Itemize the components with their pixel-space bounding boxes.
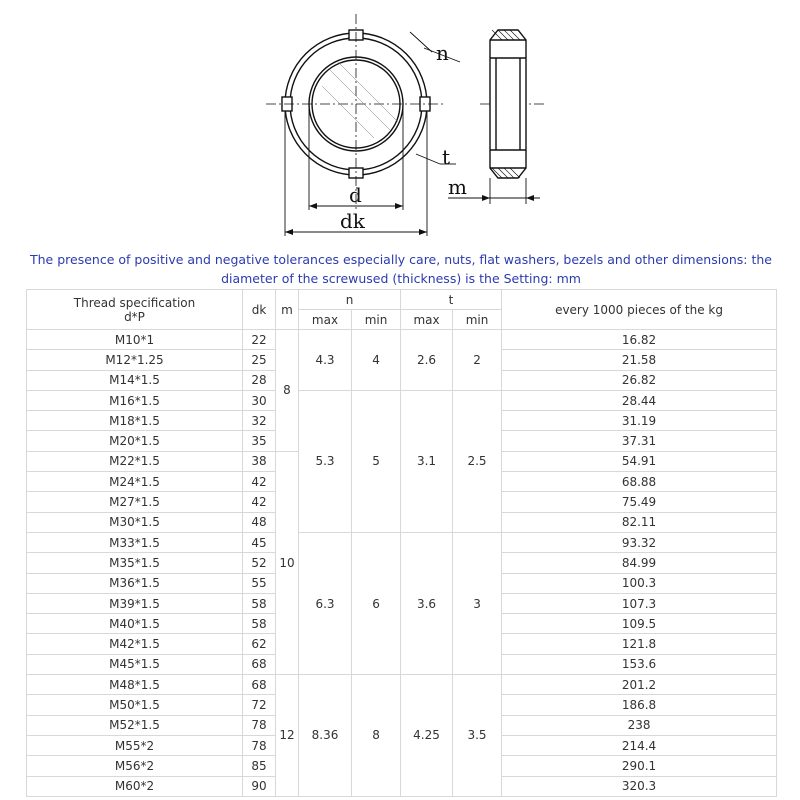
t-max-cell: 4.25 xyxy=(401,675,453,797)
dk-cell: 42 xyxy=(243,472,276,492)
n-min-cell: 4 xyxy=(352,330,401,391)
dk-cell: 68 xyxy=(243,675,276,695)
weight-cell: 26.82 xyxy=(502,370,777,390)
thread-spec-cell: M33*1.5 xyxy=(27,532,243,552)
table-row xyxy=(27,675,777,695)
thread-spec-cell: M16*1.5 xyxy=(27,390,243,410)
label-m: m xyxy=(448,175,467,199)
side-view xyxy=(490,30,526,178)
t-max-cell: 3.1 xyxy=(401,390,453,532)
header-t: t xyxy=(401,290,502,310)
n-min-cell: 8 xyxy=(352,675,401,797)
thread-spec-cell: M48*1.5 xyxy=(27,675,243,695)
weight-cell: 186.8 xyxy=(502,695,777,715)
thread-spec-cell: M12*1.25 xyxy=(27,350,243,370)
weight-cell: 107.3 xyxy=(502,593,777,613)
weight-cell: 93.32 xyxy=(502,532,777,552)
t-min-cell: 3 xyxy=(453,532,502,674)
n-min-cell: 6 xyxy=(352,532,401,674)
bore-hatch xyxy=(322,62,398,138)
n-min-cell: 5 xyxy=(352,390,401,532)
dk-cell: 42 xyxy=(243,492,276,512)
weight-cell: 214.4 xyxy=(502,735,777,755)
thread-spec-cell: M30*1.5 xyxy=(27,512,243,532)
t-max-cell: 3.6 xyxy=(401,532,453,674)
header-t-max: max xyxy=(401,310,453,330)
weight-cell: 16.82 xyxy=(502,330,777,350)
thread-spec-cell: M18*1.5 xyxy=(27,411,243,431)
header-n-max: max xyxy=(299,310,352,330)
dk-cell: 72 xyxy=(243,695,276,715)
weight-cell: 28.44 xyxy=(502,390,777,410)
weight-cell: 121.8 xyxy=(502,634,777,654)
dk-cell: 30 xyxy=(243,390,276,410)
weight-cell: 54.91 xyxy=(502,451,777,471)
header-n-min: min xyxy=(352,310,401,330)
header-t-min: min xyxy=(453,310,502,330)
weight-cell: 320.3 xyxy=(502,776,777,796)
weight-cell: 31.19 xyxy=(502,411,777,431)
thread-spec-cell: M10*1 xyxy=(27,330,243,350)
weight-cell: 201.2 xyxy=(502,675,777,695)
thread-spec-cell: M20*1.5 xyxy=(27,431,243,451)
spec-table xyxy=(26,289,777,797)
m-cell: 12 xyxy=(276,675,299,797)
header-weight: every 1000 pieces of the kg xyxy=(502,290,777,330)
thread-spec-cell: M36*1.5 xyxy=(27,573,243,593)
thread-spec-cell: M56*2 xyxy=(27,756,243,776)
header-thread-spec: Thread specification d*P xyxy=(27,290,243,330)
arrowheads xyxy=(285,195,534,235)
table-row xyxy=(27,532,777,552)
dk-cell: 28 xyxy=(243,370,276,390)
weight-cell: 37.31 xyxy=(502,431,777,451)
weight-cell: 68.88 xyxy=(502,472,777,492)
dk-cell: 35 xyxy=(243,431,276,451)
table-row xyxy=(27,390,777,410)
thread-spec-cell: M42*1.5 xyxy=(27,634,243,654)
dk-cell: 78 xyxy=(243,735,276,755)
label-n: n xyxy=(436,41,449,65)
m-cell: 8 xyxy=(276,330,299,452)
weight-cell: 82.11 xyxy=(502,512,777,532)
header-dk: dk xyxy=(243,290,276,330)
t-min-cell: 2.5 xyxy=(453,390,502,532)
n-max-cell: 4.3 xyxy=(299,330,352,391)
thread-spec-cell: M50*1.5 xyxy=(27,695,243,715)
header-n: n xyxy=(299,290,401,310)
header-m: m xyxy=(276,290,299,330)
n-max-cell: 8.36 xyxy=(299,675,352,797)
dk-cell: 78 xyxy=(243,715,276,735)
dk-cell: 38 xyxy=(243,451,276,471)
dk-cell: 68 xyxy=(243,654,276,674)
dk-cell: 62 xyxy=(243,634,276,654)
label-t: t xyxy=(442,145,451,169)
dk-cell: 48 xyxy=(243,512,276,532)
thread-spec-cell: M60*2 xyxy=(27,776,243,796)
thread-spec-cell: M55*2 xyxy=(27,735,243,755)
thread-spec-cell: M45*1.5 xyxy=(27,654,243,674)
thread-spec-cell: M22*1.5 xyxy=(27,451,243,471)
thread-spec-cell: M24*1.5 xyxy=(27,472,243,492)
weight-cell: 290.1 xyxy=(502,756,777,776)
dk-cell: 90 xyxy=(243,776,276,796)
thread-spec-cell: M35*1.5 xyxy=(27,553,243,573)
tolerance-caption: The presence of positive and negative tolerances especially care, nuts, flat washers, bezels and other dimensions: the diameter of the screwused (thickness) is the Setting: mm xyxy=(30,252,772,286)
label-d: d xyxy=(349,183,362,207)
t-min-cell: 3.5 xyxy=(453,675,502,797)
weight-cell: 100.3 xyxy=(502,573,777,593)
weight-cell: 84.99 xyxy=(502,553,777,573)
weight-cell: 238 xyxy=(502,715,777,735)
dk-cell: 85 xyxy=(243,756,276,776)
weight-cell: 21.58 xyxy=(502,350,777,370)
dk-cell: 45 xyxy=(243,532,276,552)
n-max-cell: 5.3 xyxy=(299,390,352,532)
thread-spec-cell: M27*1.5 xyxy=(27,492,243,512)
dk-cell: 32 xyxy=(243,411,276,431)
thread-spec-cell: M52*1.5 xyxy=(27,715,243,735)
thread-spec-cell: M39*1.5 xyxy=(27,593,243,613)
weight-cell: 153.6 xyxy=(502,654,777,674)
label-dk: dk xyxy=(340,209,365,233)
weight-cell: 75.49 xyxy=(502,492,777,512)
dk-cell: 58 xyxy=(243,593,276,613)
header-row xyxy=(27,290,777,310)
thread-spec-cell: M40*1.5 xyxy=(27,614,243,634)
t-max-cell: 2.6 xyxy=(401,330,453,391)
dk-cell: 58 xyxy=(243,614,276,634)
dk-cell: 25 xyxy=(243,350,276,370)
thread-spec-cell: M14*1.5 xyxy=(27,370,243,390)
m-cell: 10 xyxy=(276,451,299,674)
table-row xyxy=(27,330,777,350)
dk-cell: 55 xyxy=(243,573,276,593)
nut-technical-drawing xyxy=(0,0,800,245)
weight-cell: 109.5 xyxy=(502,614,777,634)
dk-cell: 22 xyxy=(243,330,276,350)
t-min-cell: 2 xyxy=(453,330,502,391)
dk-cell: 52 xyxy=(243,553,276,573)
n-max-cell: 6.3 xyxy=(299,532,352,674)
